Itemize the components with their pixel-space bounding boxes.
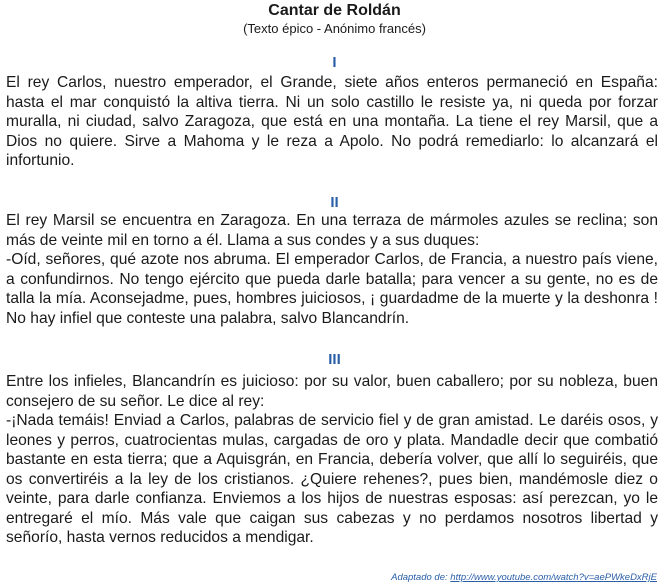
section-number-3: III [328,351,341,368]
paragraph: -¡Nada temáis! Enviad a Carlos, palabras de servicio fiel y de gran amistad. Le daréis osos, y leones y perros, cuatrocientas mulas, cargadas de oro y plata. Mandadle decir que combatió bastante en esta tierra; que a Aquisgrán, en Francia, debería volver, que allí lo seguiréis, que os convertiréis a la ley de los cristianos. ¿Quiere rehenes?, pues bien, mandémosle diez o veinte, para darle confianza. Enviemos a los hijos de nuestras esposas: así perezcan, yo le entregaré el mío. Más vale que caigan sus cabezas y no perdamos nosotros libertad y señorío, hasta vernos reducidos a mendigar. [6,412,658,546]
page-subtitle: (Texto épico - Anónimo francés) [243,21,426,36]
source-link[interactable]: http://www.youtube.com/watch?v=aePWkeDxRjE [450,572,657,583]
section-2-text [6,211,658,328]
paragraph: El rey Carlos, nuestro emperador, el Grande, siete años enteros permaneció en España: hasta el mar conquistó la altiva tierra. Ni un solo castillo le resiste ya, ni queda por forzar muralla, ni ciudad, salvo Zaragoza, que está en una montaña. La tiene el rey Marsil, que a Dios no quiere. Sirve a Mahoma y le reza a Apolo. No podrá remediarlo: lo alcanzará el infortunio. [6,74,658,169]
section-number-2: II [330,194,339,211]
page-title: Cantar de Roldán [268,2,401,19]
section-number-1: I [332,54,337,71]
paragraph: El rey Marsil se encuentra en Zaragoza. En una terraza de mármoles azules se reclina; son más de veinte mil en torno a él. Llama a sus condes y a sus duques: [6,212,658,249]
paragraph: Entre los infieles, Blancandrín es juicioso: por su valor, buen caballero; por su nobleza, buen consejero de su señor. Le dice al rey: [6,373,658,410]
paragraph: -Oíd, señores, qué azote nos abruma. El emperador Carlos, de Francia, a nuestro país viene, a confundirnos. No tengo ejército que pueda darle batalla; para vencer a su gente, no es de talla la mía. Aconsejadme, pues, hombres juiciosos, ¡ guardadme de la muerte y la deshonra ! No hay infiel que conteste una palabra, salvo Blancandrín. [6,251,658,327]
source-credit [391,572,657,584]
source-label: Adaptado de: [391,572,448,583]
section-1-text [6,73,658,171]
section-3-text [6,372,658,548]
